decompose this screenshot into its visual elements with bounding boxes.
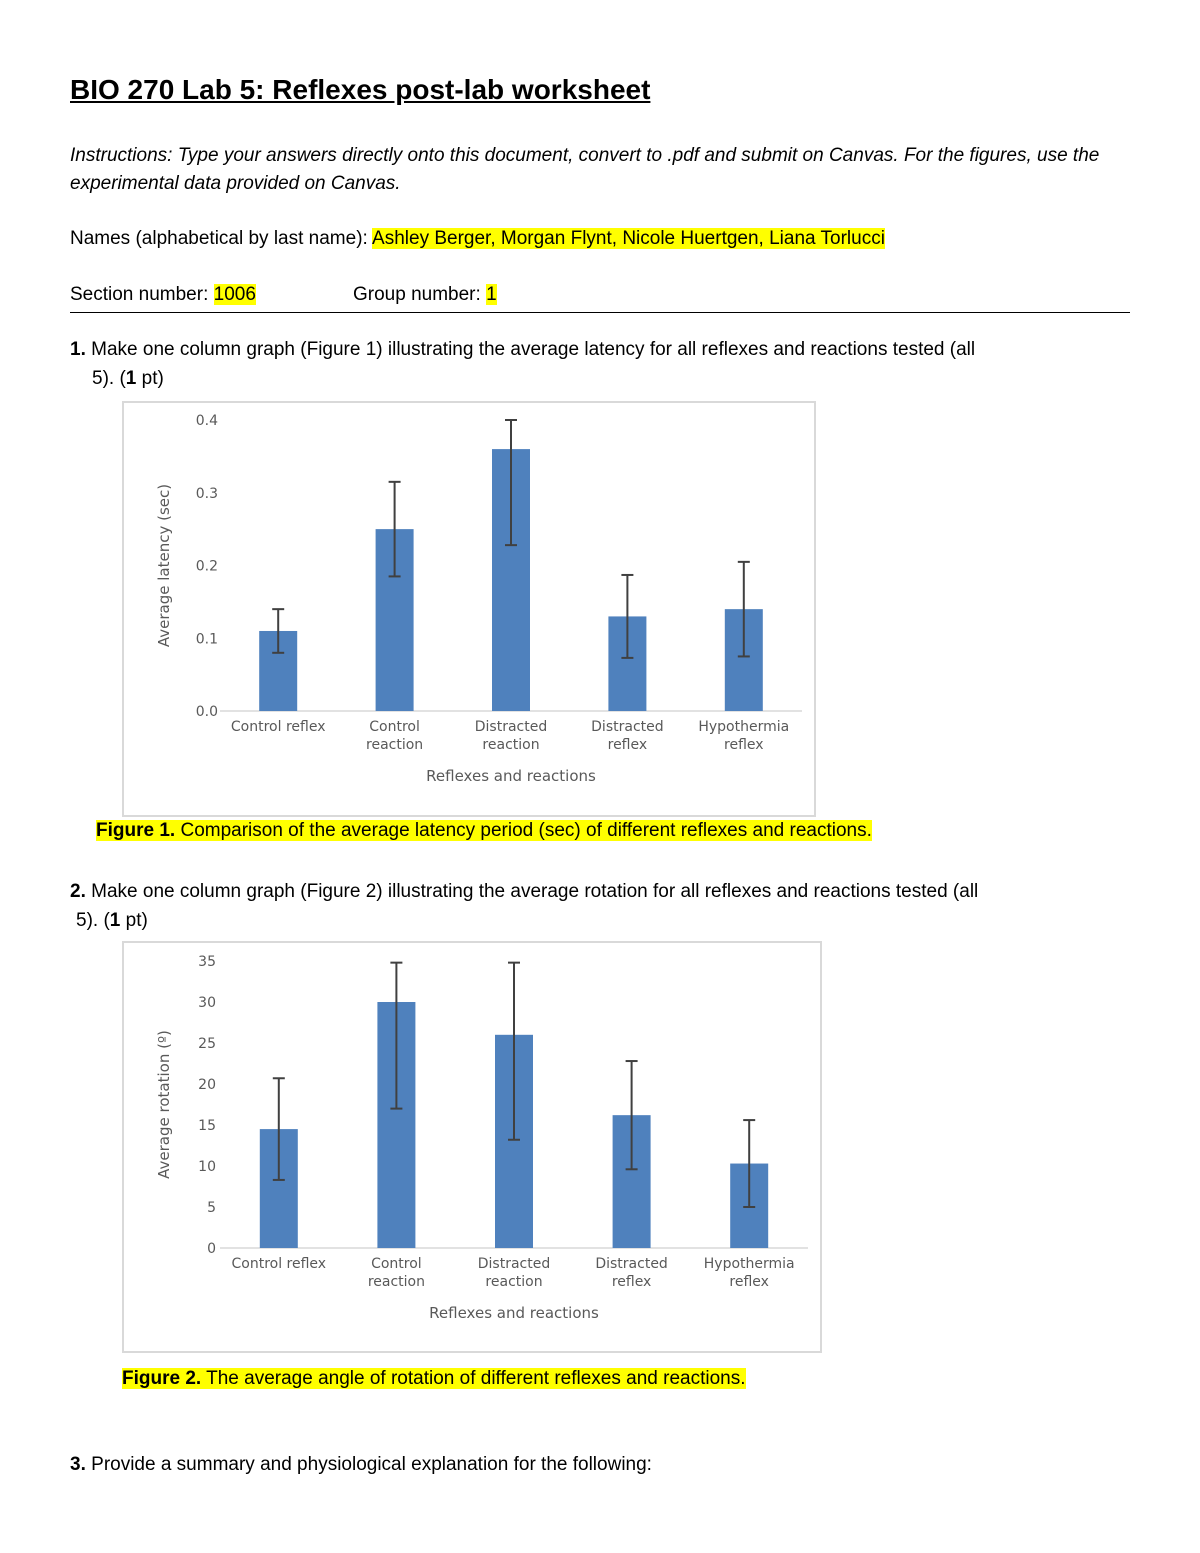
- y-tick-label: 0.1: [195, 631, 218, 648]
- figure-1-svg: [124, 403, 814, 815]
- question-3-number: 3.: [70, 1454, 86, 1475]
- y-tick-label: 15: [198, 1118, 216, 1134]
- y-axis-label: Average rotation (º): [155, 1030, 173, 1179]
- x-tick-label: Control reaction: [366, 719, 424, 753]
- y-tick-label: 0.0: [195, 704, 218, 720]
- group-line: [353, 284, 497, 306]
- page-title: BIO 270 Lab 5: Reflexes post-lab worksheet: [70, 74, 651, 105]
- names-label: Names (alphabetical by last name):: [70, 228, 368, 249]
- section-label: Section number:: [70, 284, 209, 305]
- question-2-points-pre: 5). (: [76, 910, 110, 931]
- question-1-points: [70, 364, 1130, 393]
- question-1: [70, 335, 1130, 393]
- x-tick-label: Distracted reflex: [591, 719, 664, 753]
- question-1-points-pre: 5). (: [92, 368, 126, 389]
- question-2-points-num: 1: [109, 910, 121, 931]
- figure-2-chart: [122, 941, 822, 1353]
- figure-1-caption: [96, 820, 872, 842]
- y-tick-label: 0: [207, 1241, 216, 1257]
- instructions-text: Instructions: Type your answers directly onto this document, convert to .pdf and submit on Canvas. For the figures, use the experimental data provided on Canvas.: [70, 145, 1100, 194]
- y-tick-label: 35: [198, 954, 216, 970]
- section-value: 1006: [213, 284, 256, 305]
- question-1-number: 1.: [70, 339, 86, 360]
- y-tick-label: 0.2: [195, 558, 218, 575]
- figure-1-chart: [122, 401, 816, 817]
- y-tick-label: 25: [198, 1036, 216, 1052]
- group-value: 1: [486, 284, 497, 305]
- names-line: [70, 228, 885, 250]
- question-2: [70, 877, 1130, 935]
- question-1-points-unit: pt): [136, 368, 164, 389]
- question-3-text: Provide a summary and physiological explanation for the following:: [91, 1454, 652, 1475]
- y-tick-label: 10: [198, 1159, 216, 1175]
- y-tick-label: 5: [207, 1200, 216, 1216]
- question-3: [70, 1454, 652, 1476]
- figure-2-svg: [124, 943, 820, 1351]
- question-1-points-num: 1: [125, 368, 137, 389]
- question-2-points: [70, 906, 1130, 935]
- x-tick-label: Control reflex: [230, 719, 326, 735]
- x-tick-label: Distracted reaction: [474, 719, 548, 753]
- horizontal-rule: [70, 312, 1130, 313]
- question-2-text: Make one column graph (Figure 2) illustrating the average rotation for all reflexes and reactions tested (all: [91, 881, 979, 902]
- names-value: Ashley Berger, Morgan Flynt, Nicole Huertgen, Liana Torlucci: [372, 228, 885, 249]
- question-2-points-unit: pt): [120, 910, 148, 931]
- x-tick-label: Hypothermia reflex: [698, 719, 790, 753]
- y-tick-label: 0.3: [195, 485, 218, 502]
- figure-2-label: Figure 2.: [122, 1368, 202, 1389]
- x-tick-label: Distracted reaction: [477, 1256, 551, 1290]
- question-2-number: 2.: [70, 881, 86, 902]
- x-axis-label: Reflexes and reactions: [426, 767, 596, 785]
- group-label: Group number:: [353, 284, 481, 305]
- question-1-text: Make one column graph (Figure 1) illustrating the average latency for all reflexes and reactions tested (all: [91, 339, 976, 360]
- figure-2-caption-text: The average angle of rotation of different reflexes and reactions.: [201, 1368, 746, 1389]
- y-axis-label: Average latency (sec): [155, 483, 173, 648]
- section-line: [70, 284, 256, 306]
- y-tick-label: 20: [198, 1077, 216, 1093]
- figure-1-caption-text: Comparison of the average latency period (sec) of different reflexes and reactions.: [175, 820, 872, 841]
- x-tick-label: Control reflex: [231, 1256, 327, 1272]
- x-tick-label: Control reaction: [367, 1256, 425, 1290]
- x-axis-label: Reflexes and reactions: [429, 1304, 599, 1322]
- y-tick-label: 30: [198, 995, 216, 1011]
- figure-2-caption: [122, 1368, 746, 1390]
- y-tick-label: 0.4: [195, 413, 218, 429]
- x-tick-label: Distracted reflex: [595, 1256, 668, 1290]
- x-tick-label: Hypothermia reflex: [703, 1256, 795, 1290]
- figure-1-label: Figure 1.: [96, 820, 176, 841]
